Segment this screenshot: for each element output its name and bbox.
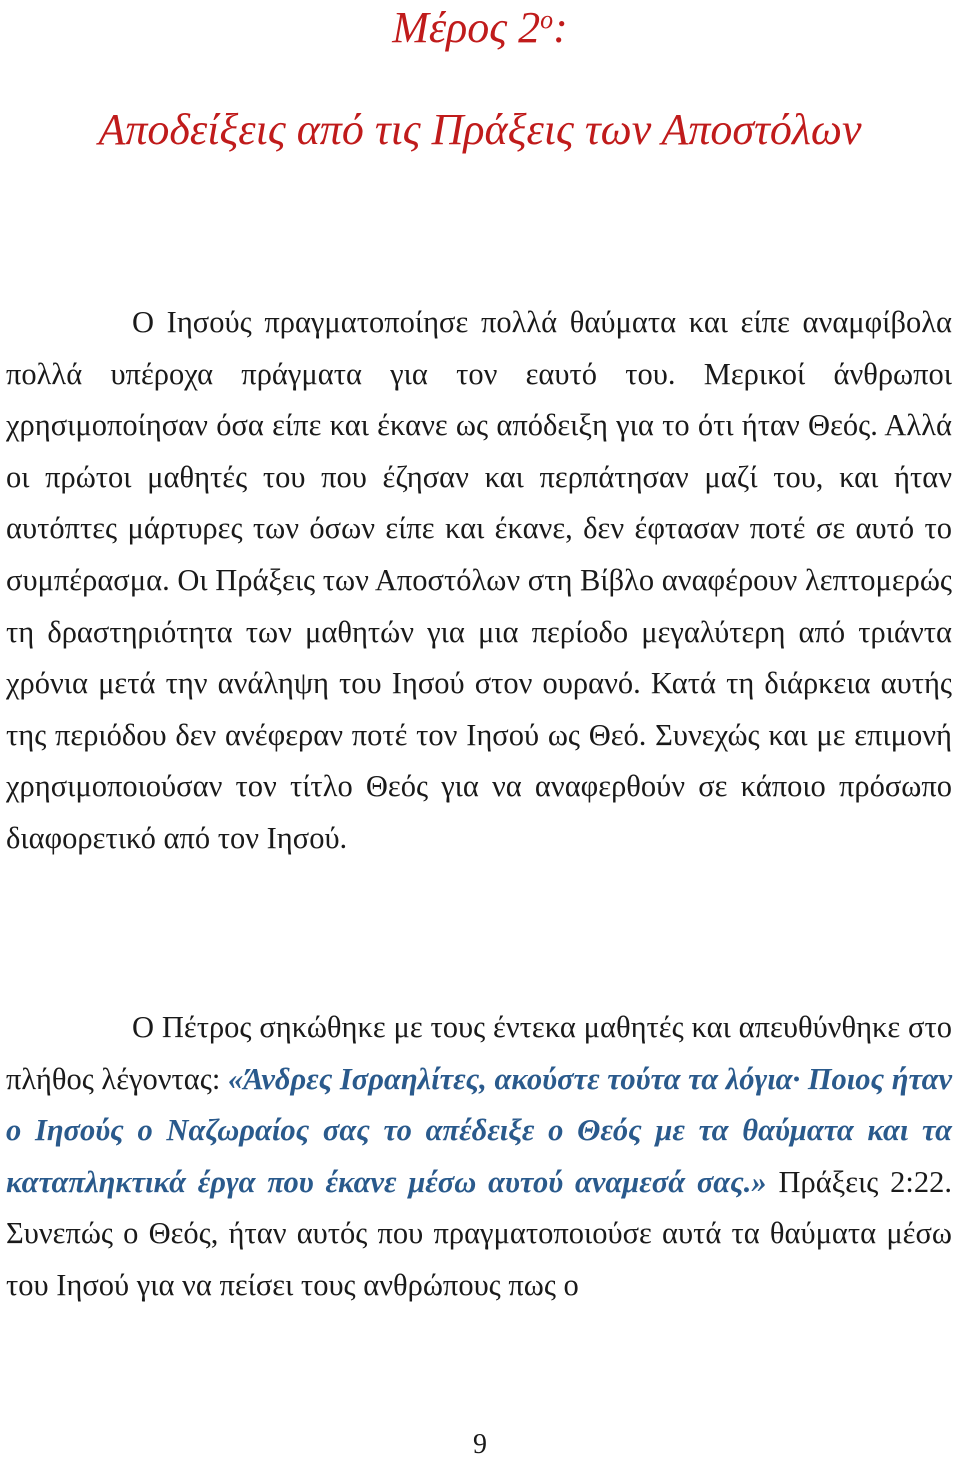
scripture-quote: «Άνδρες Ισραηλίτες, ακούστε τούτα τα λόγια· Ποιος ήταν ο Ιησούς ο Ναζωραίος σας το απέδειξε ο Θεός με τα θαύματα και τα καταπληκτικά έργα που έκανε μέσω αυτού αναμεσά σας.» [6, 1061, 952, 1199]
part-colon: : [553, 3, 568, 52]
paragraph-2 [6, 1002, 952, 1312]
paragraph-1: Ο Ιησούς πραγματοποίησε πολλά θαύματα και είπε αναμφίβολα πολλά υπέροχα πράγματα για τον εαυτό του. Μερικοί άνθρωποι χρησιμοποίησαν όσα είπε και έκανε ως απόδειξη για το ότι ήταν Θεός. Αλλά οι πρώτοι μαθητές του που έζησαν και περπάτησαν μαζί του, και ήταν αυτόπτες μάρτυρες των όσων είπε και έκανε, δεν έφτασαν ποτέ σε αυτό το συμπέρασμα. Οι Πράξεις των Αποστόλων στη Βίβλο αναφέρουν λεπτομερώς τη δραστηριότητα των μαθητών για μια περίοδο μεγαλύτερη από τριάντα χρόνια μετά την ανάληψη του Ιησού στον ουρανό. Κατά τη διάρκεια αυτής της περιόδου δεν ανέφεραν ποτέ τον Ιησού ως Θεό. Συνεχώς και με επιμονή χρησιμοποιούσαν τον τίτλο Θεός για να αναφερθούν σε κάποιο πρόσωπο διαφορετικό από τον Ιησού. [6, 305, 952, 855]
page-number: 9 [473, 1429, 487, 1460]
scripture-reference: Πράξεις 2:22. [766, 1164, 953, 1199]
chapter-title: Αποδείξεις από τις Πράξεις των Αποστόλων [98, 105, 862, 154]
part-label: Μέρος 2 [392, 3, 541, 52]
part-heading [0, 0, 960, 56]
paragraph-2-intro: Ο Πέτρος σηκώθηκε με τους έντεκα μαθητές και απευθύνθηκε στο πλήθος λέγοντας: [6, 1010, 952, 1096]
paragraph-2-rest: Συνεπώς ο Θεός, ήταν αυτός που πραγματοποιούσε αυτά τα θαύματα μέσω του Ιησού για να πείσει τους ανθρώπους πως ο [6, 1216, 952, 1302]
part-superscript: ο [540, 5, 554, 34]
